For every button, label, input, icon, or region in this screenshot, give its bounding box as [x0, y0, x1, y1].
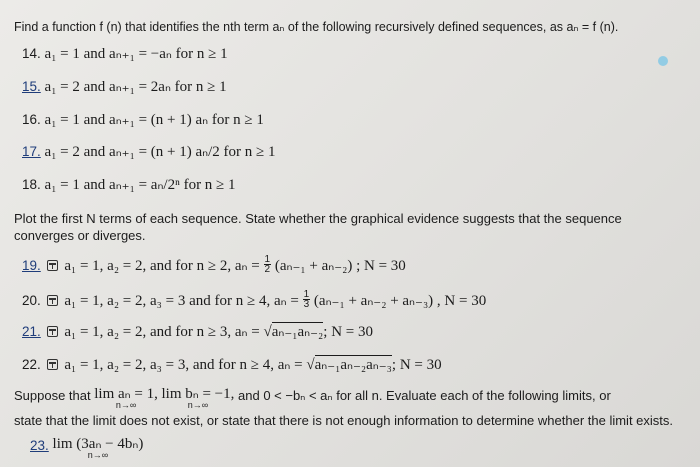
problem-number-link[interactable]: 21.: [22, 324, 41, 339]
sqrt-sign: √: [263, 324, 272, 340]
plot-intro-line-2: converges or diverges.: [14, 228, 146, 243]
problem-text: a₁ = 1 and aₙ₊₁ = −aₙ for n ≥ 1: [44, 46, 228, 62]
problem-number-link[interactable]: 17.: [22, 144, 41, 159]
problem-18: [22, 176, 236, 194]
limit-text: lim bₙ = −1,: [161, 386, 235, 402]
limits-intro-text-tail: and 0 < −bₙ < aₙ for all n. Evaluate each of the following limits, or: [238, 388, 611, 403]
problem-number: 20.: [22, 293, 41, 308]
problem-text: a₁ = 1, a₂ = 2, a₃ = 3 and for n ≥ 4, aₙ =: [64, 293, 299, 309]
problem-22: [22, 356, 442, 374]
problem-number: 18.: [22, 177, 41, 192]
limit-subscript: n→∞: [87, 450, 109, 460]
limits-intro-line-2: state that the limit does not exist, or state that there is not enough information to determine whether the limit exists.: [14, 413, 674, 428]
decorative-dot: [658, 56, 668, 66]
sqrt-radicand: aₙ₋₁aₙ₋₂aₙ₋₃: [314, 357, 392, 373]
problem-15: [22, 78, 227, 96]
problem-20: [22, 290, 486, 310]
fraction-denominator: 2: [264, 264, 271, 275]
problem-text: a₁ = 1, a₂ = 2, and for n ≥ 2, aₙ =: [64, 258, 260, 274]
fraction-denominator: 3: [303, 299, 310, 310]
problem-21: [22, 323, 373, 341]
problem-text-tail: ; N = 30: [391, 357, 442, 373]
limit-expression: [53, 437, 144, 460]
problem-text: a₁ = 1 and aₙ₊₁ = (n + 1) aₙ for n ≥ 1: [44, 112, 264, 128]
problem-text: a₁ = 2 and aₙ₊₁ = 2aₙ for n ≥ 1: [44, 79, 227, 95]
problem-19: [22, 255, 406, 275]
problem-number: 14.: [22, 46, 41, 61]
problem-number: 16.: [22, 112, 41, 127]
limit-text: lim aₙ = 1,: [94, 386, 158, 402]
limits-intro-line-1: [14, 387, 611, 410]
plot-intro-line-1: Plot the first N terms of each sequence. State whether the graphical evidence suggests that the sequence: [14, 211, 622, 226]
problem-number-link[interactable]: 23.: [30, 438, 49, 453]
intro-text: Find a function f (n) that identifies the nth term aₙ of the following recursively defined sequences, as aₙ = f (n).: [14, 20, 619, 34]
problem-text-tail: ; N = 30: [323, 324, 373, 340]
problem-text-tail: (aₙ₋₁ + aₙ₋₂ + aₙ₋₃) , N = 30: [313, 293, 487, 309]
problem-text: a₁ = 1 and aₙ₊₁ = aₙ/2ⁿ for n ≥ 1: [44, 177, 236, 193]
limit-expression: [94, 387, 158, 410]
fraction-numerator: 1: [303, 289, 310, 300]
limit-text: lim (3aₙ − 4bₙ): [52, 436, 144, 452]
problem-16: [22, 111, 264, 129]
graph-tool-icon[interactable]: [47, 359, 58, 370]
problem-17: [22, 143, 276, 161]
graph-tool-icon[interactable]: [47, 295, 58, 306]
problem-number-link[interactable]: 15.: [22, 79, 41, 94]
limit-subscript: n→∞: [115, 400, 137, 410]
limits-intro-text: Suppose that: [14, 388, 91, 403]
problem-text: a₁ = 2 and aₙ₊₁ = (n + 1) aₙ/2 for n ≥ 1: [44, 144, 276, 160]
graph-tool-icon[interactable]: [47, 260, 58, 271]
sqrt-sign: √: [306, 357, 315, 373]
problem-text-tail: (aₙ₋₁ + aₙ₋₂) ; N = 30: [274, 258, 406, 274]
limit-subscript: n→∞: [187, 400, 209, 410]
sqrt-radicand: aₙ₋₁aₙ₋₂: [271, 324, 324, 340]
fraction-numerator: 1: [264, 254, 271, 265]
problem-14: [22, 45, 228, 63]
problem-text: a₁ = 1, a₂ = 2, a₃ = 3, and for n ≥ 4, aₙ =: [64, 357, 307, 373]
problem-text: a₁ = 1, a₂ = 2, and for n ≥ 3, aₙ =: [64, 324, 264, 340]
limit-expression: [161, 387, 234, 410]
problem-23: [30, 437, 143, 460]
problem-number-link[interactable]: 19.: [22, 258, 41, 273]
fraction: [264, 255, 272, 274]
graph-tool-icon[interactable]: [47, 326, 58, 337]
fraction: [303, 290, 311, 309]
problem-number: 22.: [22, 357, 41, 372]
